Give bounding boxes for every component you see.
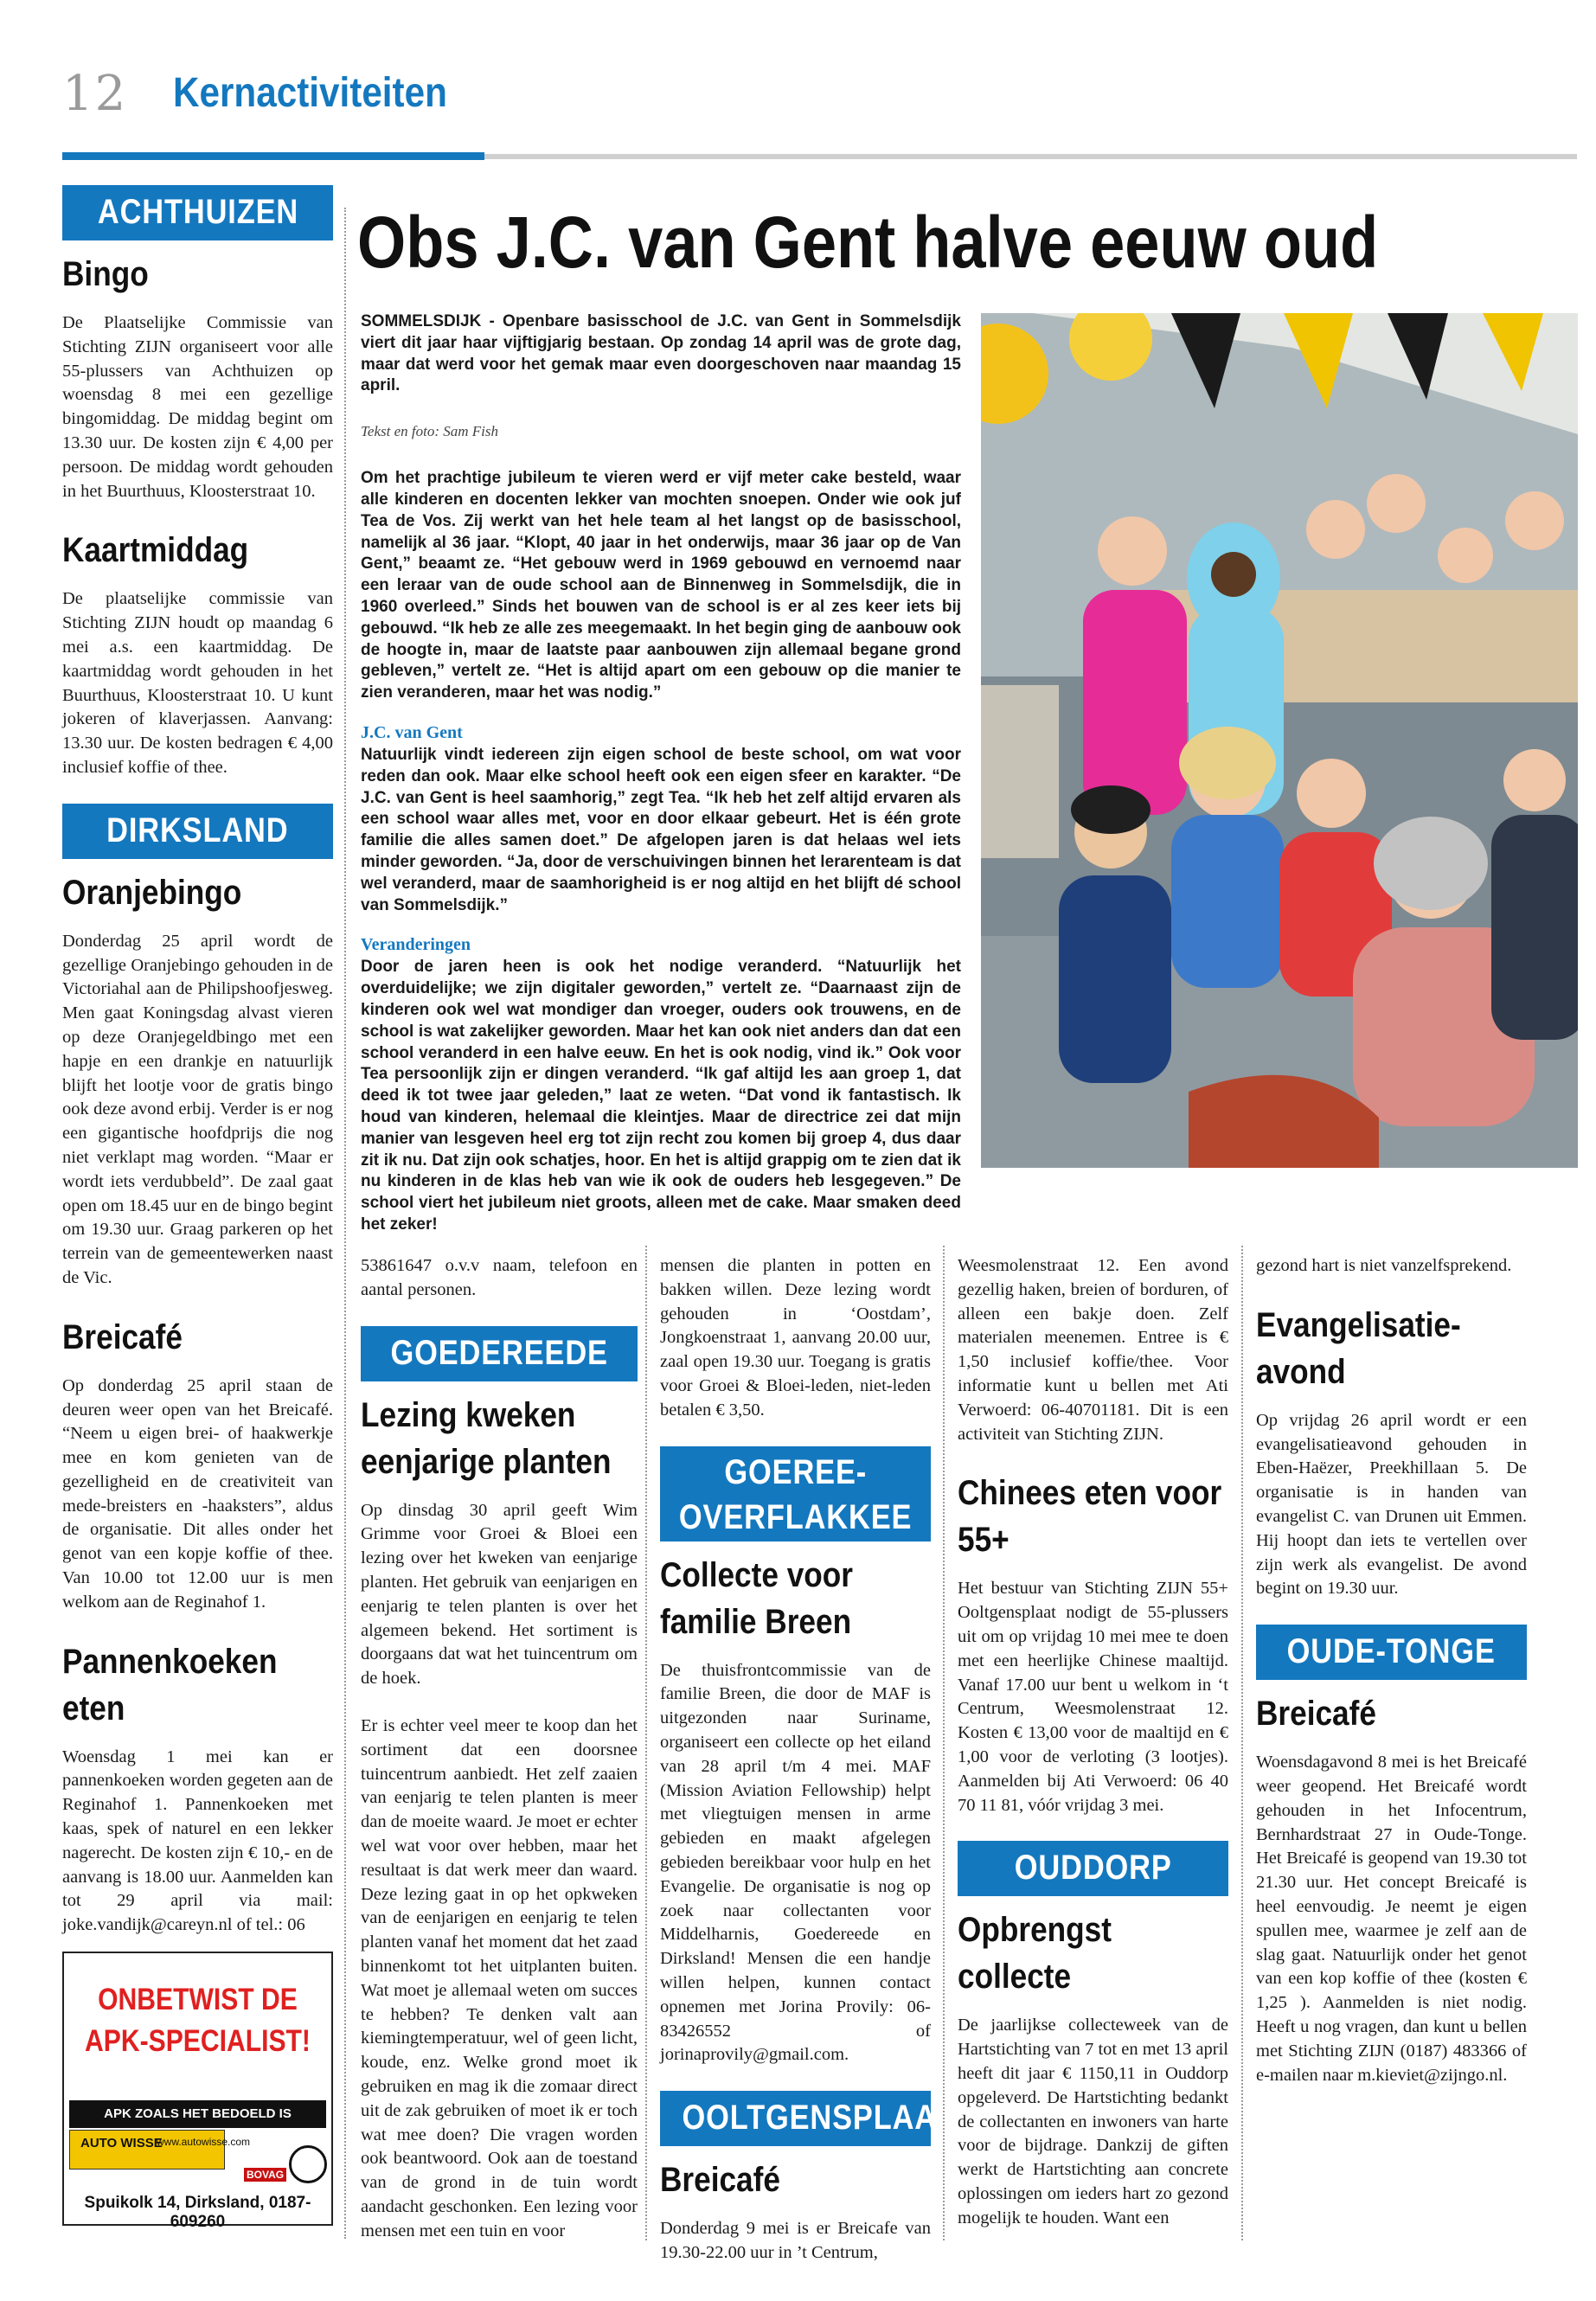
column-3: [660, 1254, 954, 2289]
article-body-chinees-eten: Het bestuur van Stichting ZIJN 55+ Ooltgensplaat nodigt de 55-plussers uit om op vrijdag 10 mei mee te doen met een heerlijke Chinese maaltijd. Vanaf 17.00 uur bent u welkom in ‘t Centrum, Weesmolenstraat 12. Kosten € 13,00 voor de maaltijd en € 1,00 voor de verloting (3 lootjes). Aanmelden bij Ati Verwoerd: 06 40 70 11 81, vóór vrijdag 3 mei.: [958, 1579, 1228, 1815]
article-title-breicafe-oude-tonge: Breicafé: [1256, 1695, 1376, 1734]
ad-logo: [69, 2130, 251, 2170]
article-title-oranjebingo: Oranjebingo: [62, 873, 242, 912]
article-subhead-1: J.C. van Gent: [361, 722, 463, 742]
header-rule: [484, 154, 1577, 159]
article-title-chinees-eten: Chinees eten voor 55+: [958, 1474, 1222, 1560]
column-divider: [344, 208, 346, 2239]
ad-url[interactable]: www.autowisse.com: [157, 2136, 251, 2148]
bovag-logo-icon: [289, 2145, 327, 2183]
article-title-opbrengst-collecte: Opbrengst collecte: [958, 1911, 1112, 1997]
article-title-pannenkoeken: Pannenkoeken eten: [62, 1642, 278, 1727]
article-body-collecte-breen: De thuisfrontcommissie van de familie Breen, die door de MAF is uitgezonden naar Suriname, organiseert een collecte op het eiland van 28 april t/m 4 mei. MAF (Mission Aviation Fellowship) helpt met vliegtuigen mensen in arme gebieden en maakt afgelegen gebieden bereikbaar voor hulp en het Evangelie. De organisatie is nog op zoek naar collectanten voor Middelharnis, Goedereede en Dirksland! Mensen die een handje willen helpen, kunnen contact opnemen met Jorina Provily: 06-83426552 of jorinaprovily@gmail.com.: [660, 1660, 931, 2065]
article-title-breicafe-ooltgensplaat: Breicafé: [660, 2161, 780, 2200]
article-body-breicafe-oude-tonge: Woensdagavond 8 mei is het Breicafé weer geopend. Het Breicafé wordt gehouden in het Infocentrum, Bernhardstraat 27 in Oude-Tonge. Het Breicafé is geopend van 19.30 tot 21.30 uur. Het concept Breicafé is heel eenvoudig. Je neemt je eigen spullen mee, waarmee je zelf aan de slag gaat. Natuurlijk onder het genot van een kop koffie of thee (kosten € 1,25 ). Aanmelden is niet nodig. Heeft u nog vragen, dan kunt u bellen met Stichting ZIJN (0187) 483366 of e-mailen naar m.kieviet@zijngo.nl.: [1256, 1753, 1527, 2085]
region-bar-oude-tonge: OUDE-TONGE: [1256, 1625, 1527, 1680]
region-bar-ooltgensplaat: OOLTGENSPLAAT: [660, 2091, 931, 2146]
article-title-breicafe: Breicafé: [62, 1317, 183, 1356]
article-body-continued-col4: Weesmolenstraat 12. Een avond gezellig haken, breien of borduren, of alleen een bakje doen. Zelf materialen meenemen. Entree is € 1,50 inclusief koffie/thee. Voor informatie kunt u bellen met Ati Verwoerd: 06-40701181. Dit is een activiteit van Stichting ZIJN.: [958, 1256, 1228, 1444]
header-rule-accent: [62, 152, 484, 160]
article-title-bingo: Bingo: [62, 255, 149, 293]
article-body-lezing: Op dinsdag 30 april geeft Wim Grimme voor Groei & Bloei een lezing over het kweken van eenjarige planten. Het gebruik van eenjarigen en eenjarig te telen planten is over het algemeen bekend. Het sortiment is doorgaans dat wat het tuincentrum om de hoek. Er is echter veel meer te koop dan het sortiment dat een doorsnee tuincentrum aanbiedt. Het zelf zaaien van eenjarig te telen planten is meer dan de moeite waard. Je moet er echter wel wat voor over hebben, maar het resultaat is dat werk meer dan waard. Deze lezing gaat in op het opkweken van de eenjarigen en eenjarig te telen planten vanaf het moment dat het zaad binnenkomt tot het uitplanten buiten. Wat moet je allemaal weten om succes te hebben? Te denken valt aan kiemingtemperatuur, wel of geen licht, koude, enz. Welke grond moet ik gebruiken en mag ik die zomaar direct uit de zak gebruiken of moet ik er toch wat mee doen? Die vragen worden ook beantwoord. Ook aan de toestand van de grond in de tuin wordt aandacht geschonken. Een lezing voor mensen met een tuin en voor: [361, 1500, 638, 2240]
article-photo: [981, 313, 1578, 1168]
section-title: Kernactiviteiten: [173, 70, 447, 116]
article-body-kaartmiddag: De plaatselijke commissie van Stichting ZIJN houdt op maandag 6 mei a.s. een kaartmiddag. De kaartmiddag wordt gehouden in het Buurthuus, Kloosterstraat 10. U kunt jokeren of klaverjassen. Aanvang: 13.30 uur. De kosten bedragen € 4,00 inclusief koffie of thee.: [62, 589, 333, 777]
page-number: 12: [62, 66, 128, 122]
column-divider: [943, 1246, 945, 2240]
main-headline: Obs J.C. van Gent halve eeuw oud: [357, 202, 1379, 283]
article-byline: Tekst en foto: Sam Fish: [361, 423, 498, 440]
article-title-kaartmiddag: Kaartmiddag: [62, 531, 249, 570]
region-bar-goedereede: GOEDEREEDE: [361, 1326, 638, 1381]
column-4: [958, 1254, 1228, 2254]
article-body-continued-col3: mensen die planten in potten en bakken willen. Deze lezing wordt gehouden in ‘Oostdam’, Jongkoenstraat 1, aanvang 20.00 uur, zaal open 19.30 uur. Toegang is gratis voor Groei & Bloei-leden, niet-leden betalen € 3,50.: [660, 1256, 931, 1420]
article-body-breicafe: Op donderdag 25 april staan de deuren weer open van het Breicafé. “Neem u eigen brei- of haakwerkje mee en kom genieten van de gezelligheid en de creativiteit van mede-breisters en -haaksters”, aldus de organisatie. Dit alles onder het genot van een kopje koffie of thee. Van 10.00 tot 12.00 uur is men welkom aan de Reginahof 1.: [62, 1375, 333, 1612]
article-paragraph-3: Door de jaren heen is ook het nodige veranderd. “Natuurlijk het overduidelijke; we zijn digitaler geworden,” vertelt ze. “Daarnaast zijn de kinderen ook wel wat mondiger dan vroeger, ouders ook trouwens, en de school is wat zakelijker geworden. Maar het kan ook niet anders dan dat een school veranderd in een halve eeuw. En het is ook nodig, vind ik.” Ook voor Tea persoonlijk zijn er dingen veranderd. “Ik gaf altijd les aan groep 1, dat deed ik tot twee jaar geleden,” laat ze weten. “Dat vond ik fantastisch. Ik houd van kinderen, helemaal die kleintjes. Maar de directrice zei dat mijn manier van lesgeven heel erg tot zijn recht zou komen bij groep 4, dus daar zit ik nu. Dat zijn ook schatjes, hoor. En het is altijd grappig om te zien dat ik nu kinderen in de klas heb van wie ik ook de ouders heb lesgegeven.” De school viert het jubileum niet groots, alleen met de cake. Maar smaken deed het zeker!: [361, 958, 961, 1234]
article-body-continued-col5: gezond hart is niet vanzelfsprekend.: [1256, 1256, 1512, 1275]
left-column: [62, 185, 333, 1961]
article-body-pannenkoeken: Woensdag 1 mei kan er pannenkoeken worden gegeten aan de Reginahof 1. Pannenkoeken met kaas, spek of naturel en een lekker nagerecht. De kosten zijn € 10,- en de aanvang is 18.00 uur. Aanmelden kan tot 29 april via mail: joke.vandijk@careyn.nl of tel.: 06: [62, 1747, 333, 1935]
region-bar-dirksland: DIRKSLAND: [62, 804, 333, 859]
region-bar-achthuizen: ACHTHUIZEN: [62, 185, 333, 240]
article-body-breicafe-ooltgensplaat: Donderdag 9 mei is er Breicafe van 19.30-22.00 uur in ’t Centrum,: [660, 2219, 931, 2262]
column-5: [1256, 1254, 1527, 2111]
region-bar-goeree-overflakkee: GOEREE- OVERFLAKKEE: [660, 1446, 931, 1541]
column-2: [361, 1254, 638, 2267]
column-divider: [1241, 1246, 1243, 2240]
article-lead: SOMMELSDIJK - Openbare basisschool de J.C. van Gent in Sommelsdijk viert dit jaar haar vijftigjarig bestaan. Op zondag 14 april was de grote dag, maar dat werd voor het gemak maar even doorgeschoven naar maandag 15 april.: [361, 312, 961, 395]
column-divider: [645, 1246, 647, 2240]
article-body-continued-col2: 53861647 o.v.v naam, telefoon en aantal personen.: [361, 1256, 638, 1299]
main-article-text: [361, 311, 961, 1236]
article-body-bingo: De Plaatselijke Commissie van Stichting ZIJN organiseert voor alle 55-plussers van Achthuizen op woensdag 8 mei een gezellige bingomiddag. De middag begint om 13.30 uur. De kosten zijn € 4,00 per persoon. De middag wordt gehouden in het Buurthuus, Kloosterstraat 10.: [62, 313, 333, 501]
ad-bovag-label: BOVAG: [244, 2168, 286, 2182]
article-title-collecte-breen: Collecte voor familie Breen: [660, 1555, 853, 1641]
article-paragraph-1: Om het prachtige jubileum te vieren werd er vijf meter cake besteld, waar alle kinderen en docenten lekker van mochten snoepen. Onder wie ook juf Tea de Vos. Zij werkt van het hele team al het langst op de basisschool, namelijk al 36 jaar. “Klopt, 40 jaar in het onderwijs, maar 36 jaar op de Van Gent,” beaamt ze. “Het gebouw werd in 1969 gebouwd en vernoemd naar een leraar van de oude school aan de Binnenweg in Sommelsdijk, die in 1960 overleed.” Sinds het bouwen van de school is er al zes keer iets bij gebouwd. “Ik heb ze alle zes meegemaakt. In het begin ging de aanbouw ook de hoogte in, maar de laatste paar aanbouwen zijn allemaal begane grond gebleven,” vertelt ze. “Het is altijd apart om een gebouw op die manier te zien veranderen, maar het was nodig.”: [361, 469, 961, 702]
advertisement[interactable]: [62, 1952, 333, 2231]
ad-title: ONBETWIST DE APK-SPECIALIST!: [85, 1983, 311, 2058]
ad-address: Spuikolk 14, Dirksland, 0187-609260: [84, 2194, 311, 2231]
article-subhead-2: Veranderingen: [361, 935, 471, 955]
article-body-evangelisatie: Op vrijdag 26 april wordt er een evangelisatieavond gehouden in Eben-Haëzer, Preekhillaan 5. De organisatie is in handen van evangelist C. van Drunen uit Emmen. Hij hoopt dan iets te vertellen over zijn werk als evangelist. De avond begint on 19.30 uur.: [1256, 1410, 1527, 1599]
region-bar-ouddorp: OUDDORP: [958, 1841, 1228, 1896]
article-body-oranjebingo: Donderdag 25 april wordt de gezellige Oranjebingo gehouden in de Victoriahal aan de Philipshoofjesweg. Men gaat Koningsdag alvast vieren op deze Oranjegeldbingo met een hapje en een drankje en natuurlijk blijft het lootje voor de gratis bingo ook deze avond erbij. Verder is er nog een gigantische hoofdprijs die nog niet verklapt mag worden. “Maar er wordt iets verdubbeld”. De zaal gaat open om 18.45 uur en de bingo begint om 19.30 uur. Graag parkeren op het terrein van de gemeentewerken naast de Vic.: [62, 931, 333, 1287]
article-body-opbrengst-collecte: De jaarlijkse collecteweek van de Hartstichting van 7 tot en met 13 april heeft dit jaar € 1150,11 in Ouddorp opgeleverd. De Hartstichting bedankt de collectanten en inwoners van harte voor de bijdrage. Dankzij de giften werkt de Hartstichting aan concrete oplossingen om ieders hart zo gezond mogelijk te houden. Want een: [958, 2016, 1228, 2227]
ad-tagline: APK ZOALS HET BEDOELD IS: [69, 2100, 326, 2128]
article-title-lezing: Lezing kweken eenjarige planten: [361, 1395, 612, 1481]
ad-brand: AUTO WISSE: [80, 2136, 163, 2150]
article-title-evangelisatie: Evangelisatie-avond: [1256, 1305, 1461, 1391]
article-paragraph-2: Natuurlijk vindt iedereen zijn eigen school de beste school, om wat voor reden dan ook. Maar elke school heeft ook een eigen sfeer en karakter. “De J.C. van Gent is heel saamhorig,” zegt Tea. “Ik heb het zelf altijd ervaren als een school waar alles met, voor en door elkaar gebeurt. Het is één grote familie die alles samen doet.” De afgelopen jaren is dat helaas wel iets minder geworden. “Ja, door de verschuivingen binnen het lerarenteam is dat wel veranderd, maar de saamhorigheid is er nog altijd en het blijft dé school van Sommelsdijk.”: [361, 745, 961, 914]
